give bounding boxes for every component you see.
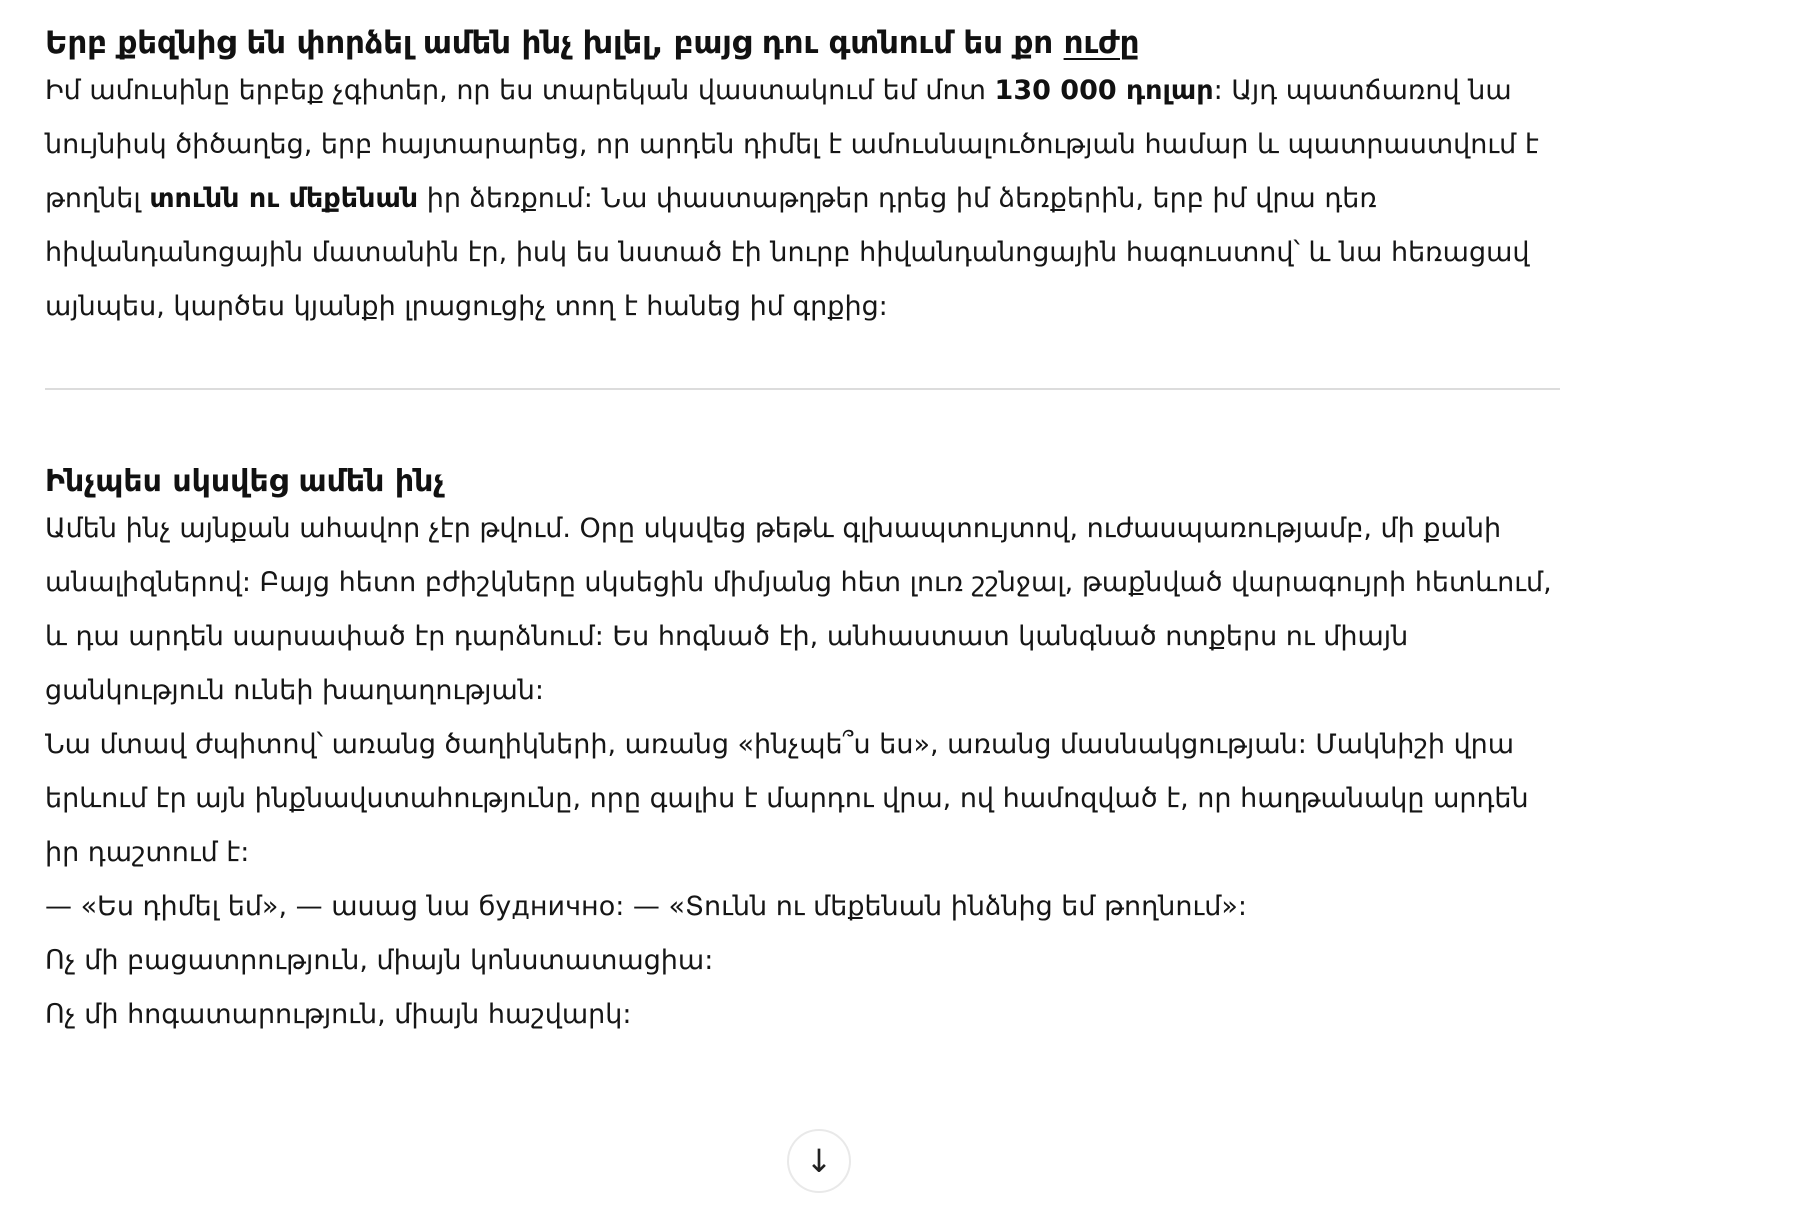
paragraph-1-text-b: : Այդ պատճառով նա նույնիսկ ծիծաղեց, երբ հայտարարեց, որ արդեն դիմել է ամուսնալուծության համար և պատրաստվում է թողնել	[45, 75, 1539, 214]
article-title-underlined-word: ուժը	[1063, 25, 1140, 61]
down-arrow-icon: ↓	[805, 1142, 833, 1180]
article-content	[45, 0, 1560, 1042]
article-title-text: Երբ քեզնից են փորձել ամեն ինչ խլել, բայց դու գտնում ես քո	[45, 25, 1064, 61]
paragraph-5-line-2: Ոչ մի հոգատարություն, միայն հաշվարկ:	[45, 999, 632, 1030]
paragraph-1	[45, 64, 1560, 334]
paragraph-2: Ամեն ինչ այնքան ահավոր չէր թվում. Օրը սկսվեց թեթև գլխապտույտով, ուժասպառությամբ, մի քանի անալիզներով: Բայց հետո բժիշկները սկսեցին միմյանց հետ լուռ շշնջալ, թաքնված վարագույրի հետևում, և դա արդեն սարսափած էր դարձնում: Ես հոգնած էի, անհաստատ կանգնած ոտքերս ու միայն ցանկություն ունեի խաղաղության:	[45, 513, 1552, 706]
paragraph-3: Նա մտավ ժպիտով՝ առանց ծաղիկների, առանց «ինչպե՞ս ես», առանց մասնակցության: Մակնիշի վրա երևում էր այն ինքնավստահությունը, որը գալիս է մարդու վրա, ով համոզված է, որ հաղթանակը արդեն իր դաշտում է:	[45, 729, 1529, 868]
paragraph-1-bold-salary: 130 000 դոլար	[994, 75, 1214, 106]
paragraph-1-text-c: իր ձեռքում: Նա փաստաթղթեր դրեց իմ ձեռքերին, երբ իմ վրա դեռ հիվանդանոցային մատանին էր, իսկ ես նստած էի նուրբ հիվանդանոցային հագուստով՝ և նա հեռացավ այնպես, կարծես կյանքի լրացուցիչ տող է հանեց իմ գրքից:	[45, 183, 1530, 322]
paragraph-5-line-1: Ոչ մի բացատրություն, միայն կոնստատացիա:	[45, 945, 714, 976]
paragraph-4-dialogue: — «Ես դիմել եմ», — ասաց նա буднично: — «Տունն ու մեքենան ինձնից եմ թողնում»:	[45, 891, 1247, 922]
paragraph-1-text-a: Իմ ամուսինը երբեք չգիտեր, որ ես տարեկան վաստակում եմ մոտ	[45, 75, 995, 106]
section-divider	[45, 388, 1560, 390]
scroll-down-button[interactable]	[787, 1129, 851, 1193]
paragraph-5	[45, 934, 1560, 1042]
article-title	[45, 22, 1560, 64]
paragraph-1-bold-house-car: տունն ու մեքենան	[149, 183, 419, 214]
section-heading: Ինչպես սկսվեց ամեն ինչ	[45, 464, 445, 499]
